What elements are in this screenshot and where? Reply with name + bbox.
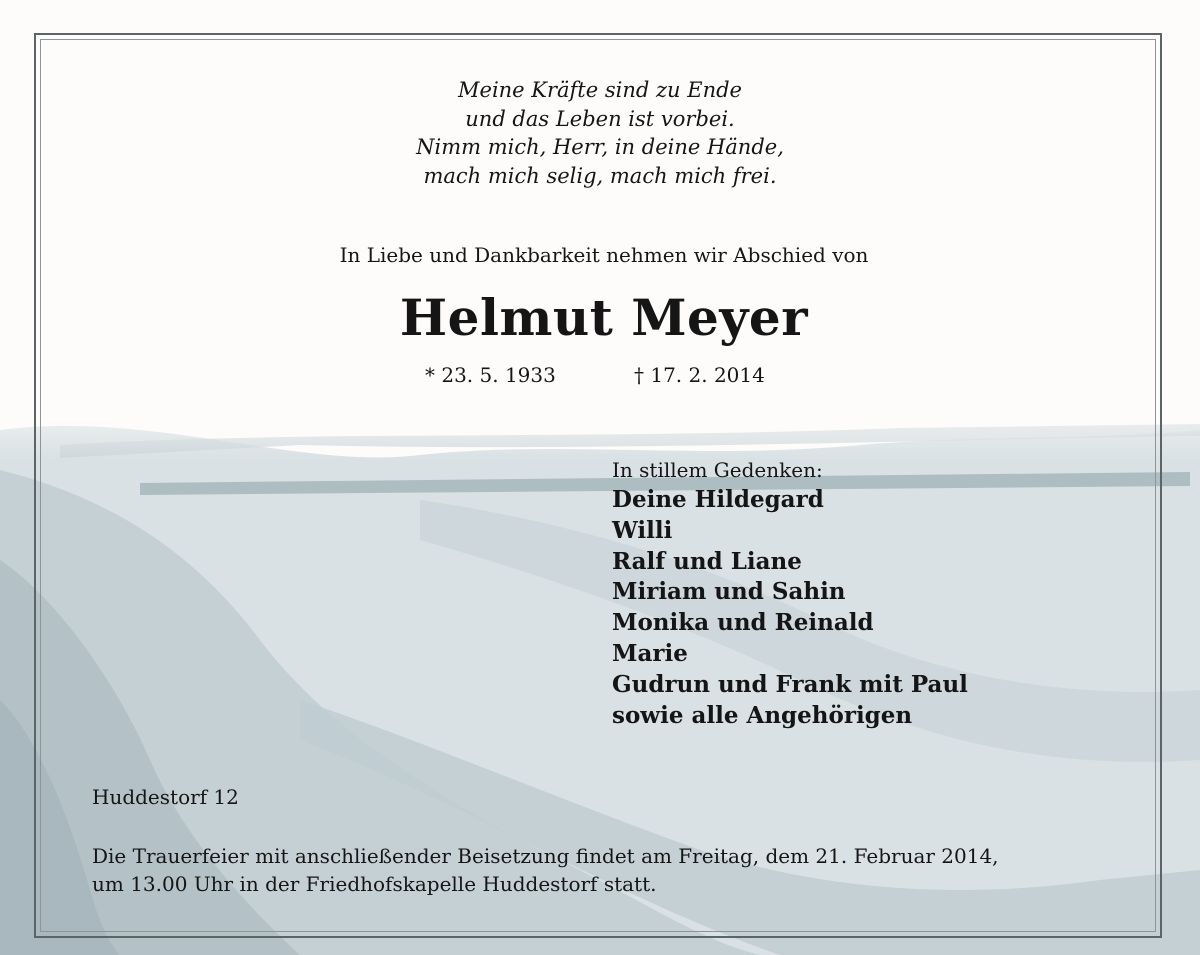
mourner-name: Miriam und Sahin: [612, 578, 846, 606]
poem-line: Nimm mich, Herr, in deine Hände,: [416, 135, 784, 159]
mourners-heading: In stillem Gedenken:: [612, 458, 823, 482]
mourner-name: Deine Hildegard: [612, 486, 824, 513]
mourner-name: Monika und Reinald: [612, 609, 874, 637]
funeral-line: um 13.00 Uhr in der Friedhofskapelle Huddestorf statt.: [92, 872, 657, 896]
mourner-name: sowie alle Angehörigen: [612, 701, 913, 729]
mourner-name: Marie: [612, 639, 688, 667]
family-address: Huddestorf 12: [92, 785, 239, 809]
farewell-intro: In Liebe und Dankbarkeit nehmen wir Abschied von: [339, 243, 869, 267]
poem-line: mach mich selig, mach mich frei.: [423, 163, 777, 188]
deceased-name: Helmut Meyer: [399, 288, 809, 347]
funeral-details: [92, 842, 999, 898]
poem-line: Meine Kräfte sind zu Ende: [458, 78, 742, 102]
poem-line: und das Leben ist vorbei.: [465, 106, 735, 131]
death-date: † 17. 2. 2014: [634, 363, 765, 387]
mourner-name: Gudrun und Frank mit Paul: [612, 670, 968, 698]
mourner-name: Ralf und Liane: [612, 547, 802, 575]
birth-date: * 23. 5. 1933: [425, 363, 556, 387]
mourner-name: Willi: [612, 516, 673, 544]
poem-verse: [0, 76, 1200, 190]
funeral-line: Die Trauerfeier mit anschließender Beisetzung findet am Freitag, dem 21. Februar 2014,: [92, 844, 999, 868]
mourners-list: [612, 456, 968, 731]
